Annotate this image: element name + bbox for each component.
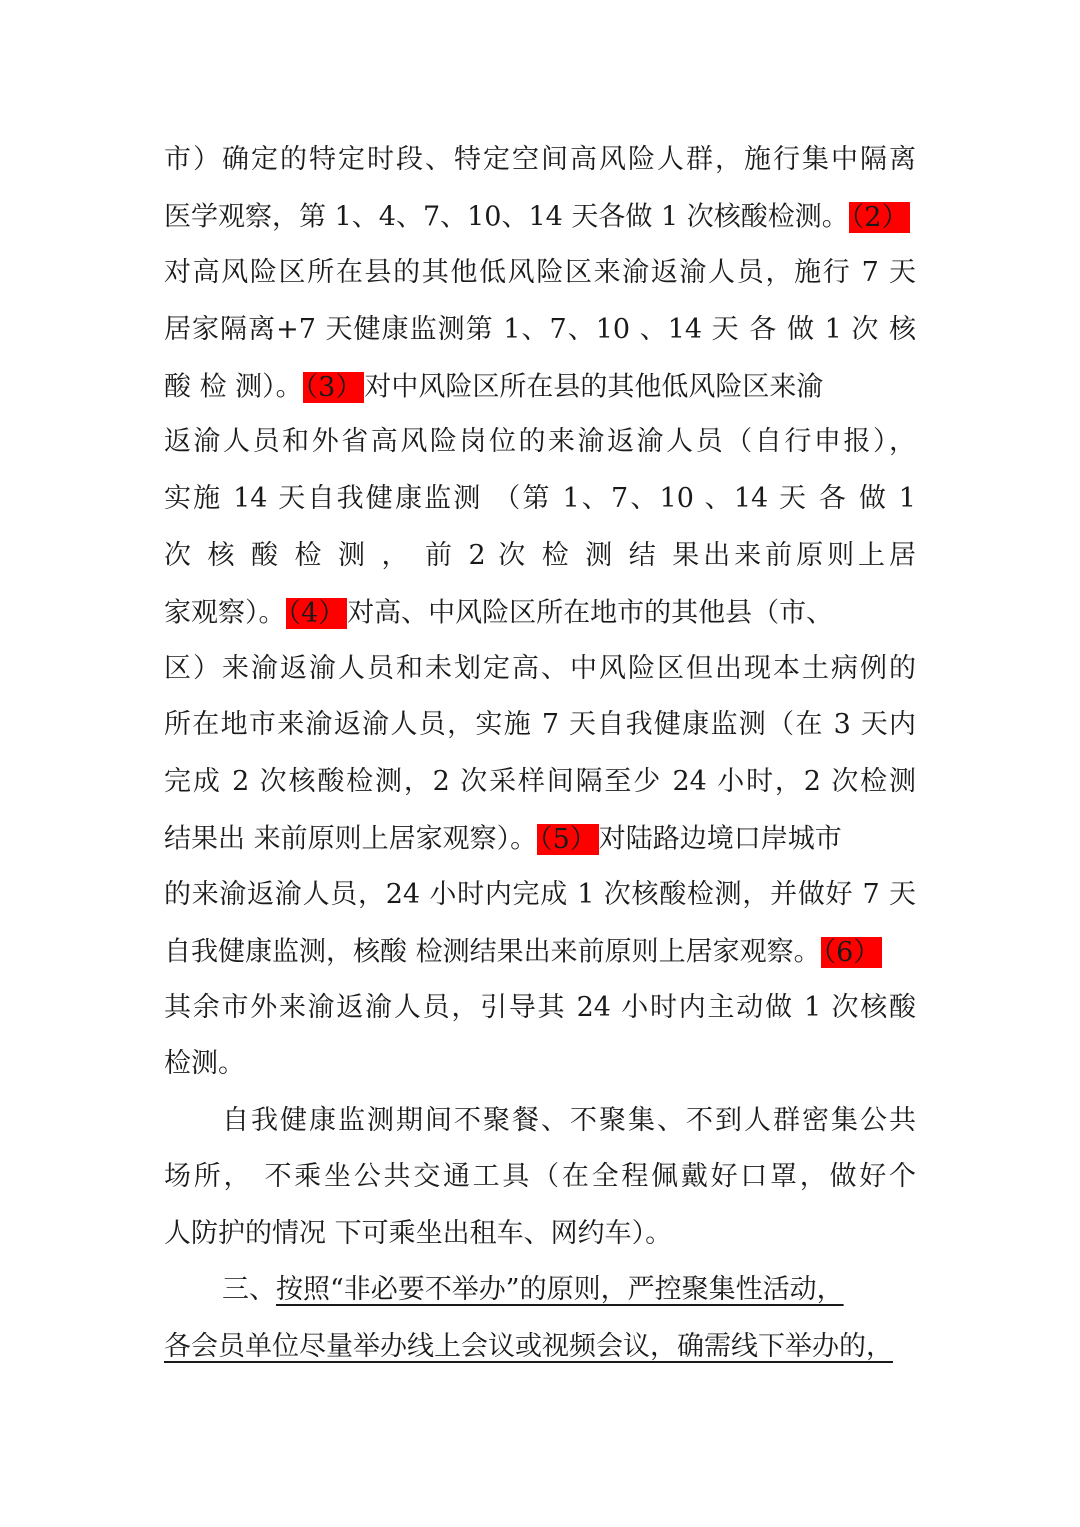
text-segment: 对陆路边境口岸城市 [598, 823, 842, 855]
red-highlight-marker: （5） [539, 824, 597, 855]
text-segment: 检测。 [164, 1048, 245, 1079]
text-line [164, 1157, 916, 1197]
text-segment: 居家隔离+7 天健康监测第 1、7、10 、14 天 各 做 1 次 核 [164, 314, 916, 345]
text-segment: 医学观察，第 1、4、7、10、14 天各做 1 次核酸检测。 [164, 201, 849, 233]
text-segment: 酸 检 测）。 [164, 371, 303, 403]
red-highlight-marker: （4） [287, 598, 346, 629]
text-segment: 次 核 酸 检 测 ， 前 2 次 检 测 结 果出来前原则上居 [164, 540, 916, 571]
text-segment: 实施 14 天自我健康监测 （第 1、7、10 、14 天 各 做 1 [164, 483, 916, 514]
section-heading-line [222, 1270, 916, 1310]
text-line [164, 310, 916, 350]
red-highlight-marker: （6） [822, 937, 881, 968]
text-segment: 结果出 来前原则上居家观察）。 [164, 823, 538, 855]
text-segment: 对高、中风险区所在地市的其他县（市、 [347, 597, 834, 629]
text-line [164, 592, 916, 632]
paragraph-first-line [222, 1101, 916, 1141]
text-line [164, 253, 916, 293]
text-segment: 人防护的情况 下可乘坐出租车、网约车）。 [164, 1218, 673, 1249]
text-segment: 区）来渝返渝人员和未划定高、中风险区但出现本土病例的 [164, 653, 916, 684]
text-line [164, 988, 916, 1028]
text-segment: 其余市外来渝返渝人员，引导其 24 小时内主动做 1 次核酸 [164, 992, 916, 1023]
underlined-text: 各会员单位尽量举办线上会议或视频会议，确需线下举办的， [164, 1331, 893, 1362]
text-line [164, 479, 916, 519]
text-line [164, 649, 916, 689]
section-number: 三、 [222, 1274, 276, 1305]
text-line [164, 762, 916, 802]
text-segment: 所在地市来渝返渝人员，实施 7 天自我健康监测（在 3 天内 [164, 709, 916, 740]
text-line [164, 140, 916, 180]
text-line [164, 931, 916, 971]
text-line [164, 705, 916, 745]
text-segment: 对高风险区所在县的其他低风险区来渝返渝人员，施行 7 天 [164, 257, 916, 288]
text-line [164, 875, 916, 915]
text-line [164, 536, 916, 576]
text-line [164, 422, 916, 462]
text-segment: 场所， 不乘坐公共交通工具（在全程佩戴好口罩，做好个 [164, 1161, 916, 1192]
text-line [164, 196, 916, 236]
text-segment: 完成 2 次核酸检测，2 次采样间隔至少 24 小时，2 次检测 [164, 766, 916, 797]
text-segment: 返渝人员和外省高风险岗位的来渝返渝人员（自行申报）， [164, 426, 916, 457]
text-segment: 市）确定的特定时段、特定空间高风险人群，施行集中隔离 [164, 144, 916, 175]
text-line [164, 1327, 924, 1367]
text-line [164, 1214, 916, 1254]
text-line [164, 1044, 916, 1084]
text-segment: 的来渝返渝人员，24 小时内完成 1 次核酸检测，并做好 7 天 [164, 879, 916, 910]
red-highlight-marker: （2） [850, 202, 909, 233]
text-line [164, 366, 916, 406]
text-segment: 对中风险区所在县的其他低风险区来渝 [364, 371, 824, 403]
text-segment: 自我健康监测期间不聚餐、不聚集、不到人群密集公共 [222, 1105, 916, 1136]
text-line [164, 818, 916, 858]
text-segment: 自我健康监测，核酸 检测结果出来前原则上居家观察。 [164, 936, 821, 968]
text-segment: 家观察）。 [164, 597, 286, 629]
underlined-text: 按照“非必要不举办”的原则，严控聚集性活动， [276, 1274, 844, 1305]
red-highlight-marker: （3） [304, 372, 363, 403]
